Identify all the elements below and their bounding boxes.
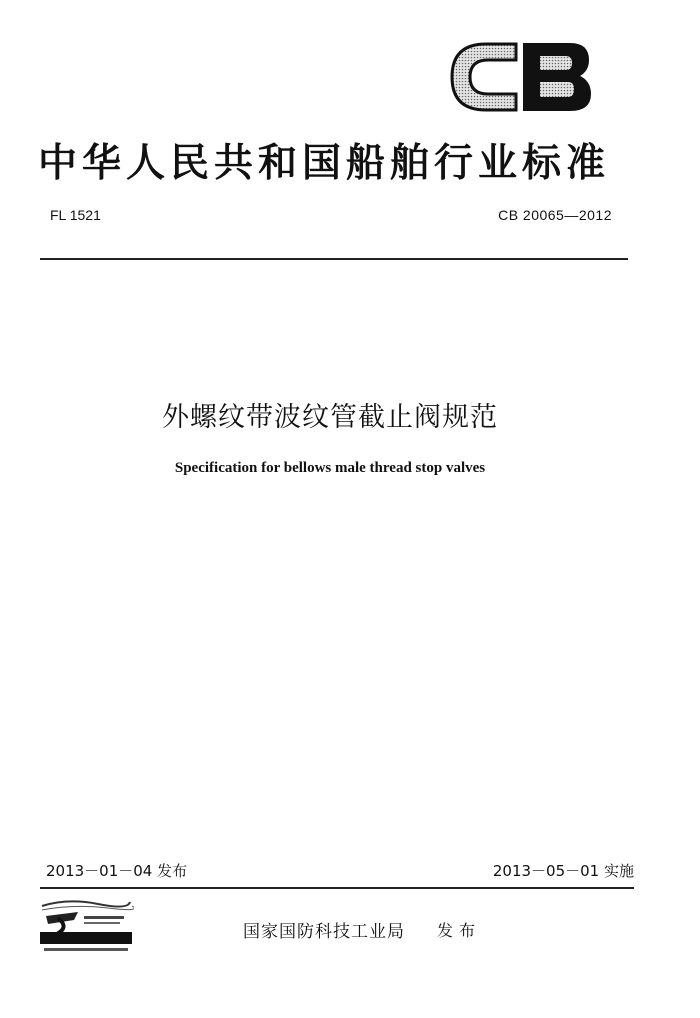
cb-logo-icon [446, 38, 594, 116]
header-divider [40, 258, 628, 260]
publisher-name: 国家国防科技工业局 [243, 922, 405, 942]
issue-date: 2013－01－04 发布 [46, 862, 188, 880]
classification-code: FL 1521 [50, 207, 101, 223]
document-title-cn: 外螺纹带波纹管截止阀规范 [162, 402, 498, 433]
implementation-date: 2013－05－01 实施 [492, 862, 634, 880]
document-title-en: Specification for bellows male thread stop valves [174, 460, 486, 476]
standard-number: CB 20065—2012 [498, 207, 612, 223]
standard-title: 中华人民共和国船舶行业标准 [38, 141, 611, 186]
footer-divider [40, 887, 634, 889]
publish-label: 发布 [437, 921, 482, 940]
authenticity-seal-icon [38, 896, 134, 956]
